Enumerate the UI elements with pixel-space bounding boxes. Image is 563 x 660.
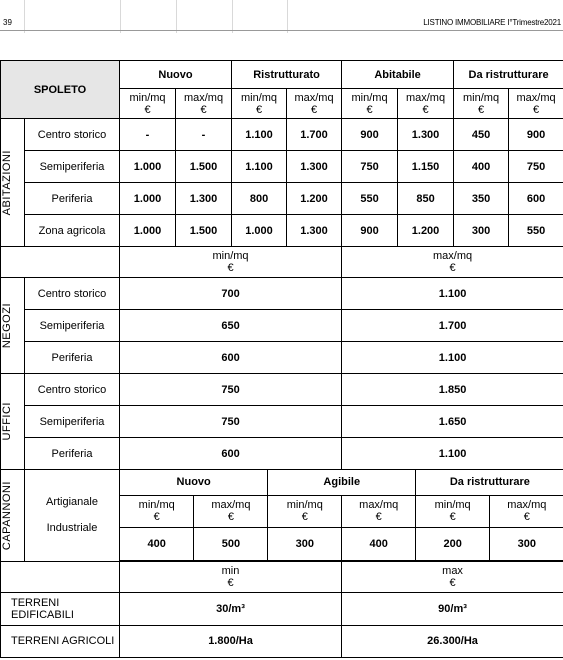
section-abitazioni: ABITAZIONI [1, 119, 25, 247]
price-cell: 550 [342, 183, 398, 215]
price-cell: 300 [454, 215, 509, 247]
terreni-edificabili-label: TERRENI EDIFICABILI [1, 592, 120, 625]
zona-label: Periferia [25, 438, 120, 470]
price-min: 600 [120, 342, 342, 374]
price-cell: 1.500 [176, 215, 232, 247]
price-cell: 400 [342, 527, 416, 560]
subheader-max: max/mq € [342, 247, 563, 278]
zona-label: Centro storico [25, 374, 120, 406]
price-cell: 300 [268, 527, 342, 560]
price-cell: 900 [342, 215, 398, 247]
col-abitabile: Abitabile [342, 61, 454, 89]
col-nuovo: Nuovo [120, 61, 232, 89]
city-title: SPOLETO [1, 61, 120, 119]
subheader-min: min/mq € [342, 89, 398, 119]
price-cell: 1.200 [287, 183, 342, 215]
type-industriale: Industriale [46, 522, 98, 535]
price-max: 1.700 [342, 310, 563, 342]
capannoni-grid [120, 470, 563, 562]
zona-label: Semiperiferia [25, 310, 120, 342]
price-table [0, 60, 563, 658]
grid-guide [287, 0, 288, 33]
price-cell: 400 [454, 151, 509, 183]
price-cell: 1.300 [287, 215, 342, 247]
price-max: 1.100 [342, 278, 563, 310]
price-cell: 600 [509, 183, 563, 215]
price-cell: - [176, 119, 232, 151]
zona-label: Periferia [25, 342, 120, 374]
price-cell: 1.150 [398, 151, 454, 183]
price-cell: 1.000 [120, 151, 176, 183]
price-cell: 1.000 [120, 215, 176, 247]
subheader-max: max/mq € [509, 89, 563, 119]
price-cell: 550 [509, 215, 563, 247]
grid-guide [176, 0, 177, 33]
col-nuovo: Nuovo [120, 470, 268, 495]
price-cell: 350 [454, 183, 509, 215]
price-cell: 450 [454, 119, 509, 151]
header-rule [0, 30, 563, 31]
grid-guide [120, 0, 121, 33]
subheader-min: min/mq € [232, 89, 287, 119]
subheader-min: min/mq € [120, 495, 194, 527]
type-artigianale: Artigianale [46, 496, 98, 509]
subheader-max: max/mq € [490, 495, 563, 527]
subheader-max: max/mq € [194, 495, 268, 527]
capannoni-types [25, 470, 120, 562]
price-cell: 900 [342, 119, 398, 151]
price-cell: 300 [490, 527, 563, 560]
price-cell: - [120, 119, 176, 151]
subheader-min: min/mq € [268, 495, 342, 527]
subheader-min: min/mq € [120, 247, 342, 278]
price-cell: 1.700 [287, 119, 342, 151]
price-min: 600 [120, 438, 342, 470]
terreni-agricoli-label: TERRENI AGRICOLI [1, 625, 120, 657]
price-cell: 1.300 [398, 119, 454, 151]
page-header [0, 0, 563, 33]
section-uffici: UFFICI [1, 374, 25, 470]
zona-label: Centro storico [25, 278, 120, 310]
price-cell: 1.000 [120, 183, 176, 215]
subheader-max: max/mq € [342, 495, 416, 527]
price-max: 1.100 [342, 438, 563, 470]
zona-label: Semiperiferia [25, 406, 120, 438]
section-capannoni: CAPANNONI [1, 470, 25, 562]
subheader-max: max/mq € [287, 89, 342, 119]
price-cell: 1.100 [232, 151, 287, 183]
grid-guide [24, 0, 25, 33]
price-cell: 900 [509, 119, 563, 151]
price-max: 90/m³ [342, 592, 563, 625]
price-max: 1.850 [342, 374, 563, 406]
price-cell: 1.300 [176, 183, 232, 215]
price-max: 1.650 [342, 406, 563, 438]
price-min: 750 [120, 406, 342, 438]
subheader-min: min € [120, 561, 342, 592]
price-cell: 850 [398, 183, 454, 215]
price-cell: 1.000 [232, 215, 287, 247]
col-da-ristrutturare: Da ristrutturare [454, 61, 563, 89]
subheader-min: min/mq € [120, 89, 176, 119]
price-cell: 750 [342, 151, 398, 183]
price-cell: 1.300 [287, 151, 342, 183]
subheader-max: max/mq € [176, 89, 232, 119]
zona-label: Zona agricola [25, 215, 120, 247]
price-max: 26.300/Ha [342, 625, 563, 657]
blank-cell [1, 561, 120, 592]
page-number: 39 [3, 18, 12, 27]
price-cell: 800 [232, 183, 287, 215]
subheader-max: max € [342, 561, 563, 592]
blank-cell [1, 247, 120, 278]
col-da-ristrutturare: Da ristrutturare [416, 470, 563, 495]
zona-label: Semiperiferia [25, 151, 120, 183]
col-agibile: Agibile [268, 470, 416, 495]
subheader-max: max/mq € [398, 89, 454, 119]
grid-guide [232, 0, 233, 33]
subheader-min: min/mq € [416, 495, 490, 527]
section-negozi: NEGOZI [1, 278, 25, 374]
price-min: 700 [120, 278, 342, 310]
price-min: 650 [120, 310, 342, 342]
price-max: 1.100 [342, 342, 563, 374]
price-cell: 1.100 [232, 119, 287, 151]
price-cell: 500 [194, 527, 268, 560]
price-min: 1.800/Ha [120, 625, 342, 657]
col-ristrutturato: Ristrutturato [232, 61, 342, 89]
zona-label: Periferia [25, 183, 120, 215]
price-min: 750 [120, 374, 342, 406]
subheader-min: min/mq € [454, 89, 509, 119]
price-cell: 750 [509, 151, 563, 183]
price-min: 30/m³ [120, 592, 342, 625]
page-title: LISTINO IMMOBILIARE I°Trimestre2021 [423, 18, 561, 27]
price-cell: 1.500 [176, 151, 232, 183]
zona-label: Centro storico [25, 119, 120, 151]
price-cell: 1.200 [398, 215, 454, 247]
price-cell: 400 [120, 527, 194, 560]
price-cell: 200 [416, 527, 490, 560]
